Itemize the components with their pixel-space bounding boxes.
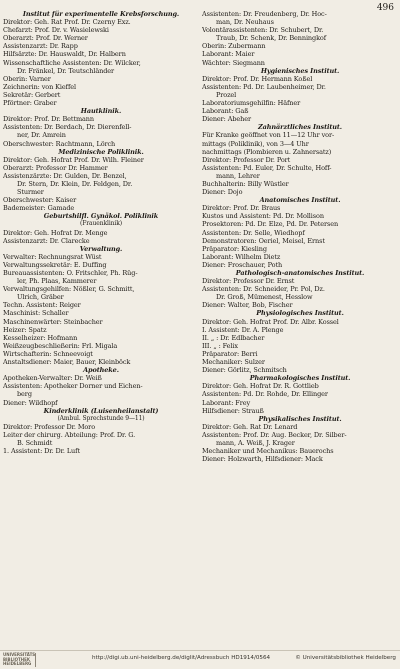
text-line: mittags (Poliklinik), von 3—4 Uhr [202, 139, 309, 148]
text-line: Assistenten: Dr. Freudenberg, Dr. Hoc- [202, 10, 327, 18]
text-line: Traub, Dr. Schenk, Dr. Benningkof [216, 34, 327, 43]
footer [0, 650, 400, 669]
text-line: Bademeister: Gamade [3, 204, 75, 213]
text-line: Assistenten: Dr. Selle, Wiedhopf [202, 228, 305, 237]
text-line: Präparator: Berri [202, 349, 258, 358]
text-line: Hilfsärzte: Dr. Hauswaldt, Dr. Halbern [3, 50, 126, 59]
text-line: Laboratoriumsgehilfin: Häfner [202, 99, 301, 108]
copyright-notice: © Universitätsbibliothek Heidelberg [295, 655, 396, 661]
text-line: Diener: Wildhopf [3, 398, 58, 407]
text-line: Diener: Walter, Bob, Fischer [202, 301, 293, 310]
text-line: Oberschwester: Rachtmann, Lörch [3, 139, 116, 148]
text-line: Direktor: Prof. Dr. Bettmann [3, 115, 94, 124]
text-line: Direktor: Prof. Dr. Hermann Koßel [202, 74, 313, 83]
text-line: Heizer: Spatz [3, 325, 47, 334]
text-line: Apotheken-Verwalter: Dr. Weiß [3, 374, 102, 383]
text-line: I. Assistent: Dr. A. Plenge [202, 325, 284, 334]
section-heading: Anatomisches Institut. [259, 196, 341, 205]
text-line: Diener: Görlitz, Schmitsch [202, 366, 287, 375]
text-line: Buchhalterin: Billy Wüstler [202, 179, 289, 188]
text-line: Dr. Groß, Mümenest, Hesslow [216, 293, 313, 302]
section-heading: Physiologisches Institut. [256, 309, 344, 318]
text-line: Diener: Froschauer, Poth [202, 260, 283, 269]
text-line: Oberin: Zubermann [202, 42, 266, 51]
section-heading: Medizinische Poliklinik. [58, 147, 144, 156]
text-line: Techn. Assistent: Reiger [3, 301, 81, 310]
text-line: Verwalter: Rechnungsrat Wüst [3, 252, 102, 261]
section-heading: Pharmakologisches Institut. [249, 374, 351, 383]
section-heading: Physikalisches Institut. [258, 414, 342, 423]
text-line: Ulrich, Gräber [17, 293, 64, 302]
text-line: (Frauenklinik) [79, 220, 123, 228]
text-line: Oberarzt: Professor Dr. Hammer [3, 163, 108, 172]
text-line: (Ambul. Sprechstunde 9—11) [57, 414, 145, 422]
section-heading: Hautklinik. [80, 107, 122, 116]
text-line: Weißzeugbeschließerin: Frl. Migala [3, 341, 118, 350]
text-line: Prosektoren: Pd. Dr. Elze, Pd. Dr. Petersen [202, 220, 339, 229]
text-line: Maschinenwärter: Steinbacher [3, 317, 103, 326]
text-line: II. „ : Dr. Edlbacher [202, 333, 265, 342]
text-line: Wirtschafterin: Schneevoigt [3, 349, 93, 358]
text-line: Assistenzarzt: Dr. Rapp [3, 42, 78, 51]
text-line: Kesselheizer: Hofmann [3, 333, 78, 342]
text-line: Dr. Fränkel, Dr. Teutschländer [17, 66, 115, 75]
section-heading: Hygienisches Institut. [260, 66, 340, 75]
text-line: Laborant: Gaß [202, 107, 249, 116]
text-line: Zeichnerin: von Kieffel [3, 82, 76, 91]
text-line: Direktor: Geh. Hofrat Dr. R. Gottlieb [202, 382, 319, 391]
text-line: Für Kranke geöffnet von 11—12 Uhr vor- [202, 131, 335, 140]
text-line: Oberin: Varner [3, 74, 51, 83]
text-line: Mechaniker und Mechanikus: Bauerochs [202, 447, 334, 456]
text-line: Volontärassistenten: Dr. Schubert, Dr. [202, 26, 324, 35]
text-line: Assistenzarzt: Dr. Clarecke [3, 236, 90, 245]
text-line: B. Schmidt [17, 438, 53, 447]
section-heading: Institut für experimentelle Krebsforschung. [22, 10, 180, 18]
text-line: Direktor: Geh. Rat Dr. Lenard [202, 422, 298, 431]
text-line: Direktor: Geh. Hofrat Prof. Dr. Wilh. Fleiner [3, 155, 144, 164]
text-line: ner, Dr. Amrein [17, 131, 66, 140]
text-line: Direktor: Geh. Hofrat Prof. Dr. Albr. Kossel [202, 317, 339, 326]
left-column [3, 10, 199, 455]
text-line: man, Dr. Neuhaus [216, 18, 274, 27]
text-line: Wächter: Siegmann [202, 58, 265, 67]
text-line: Oberarzt: Prof. Dr. Werner [3, 34, 88, 43]
text-line: Verwaltungsgehilfen: Nößler, G. Schmitt, [3, 285, 135, 294]
text-line: Maschinist: Schaller [3, 309, 69, 318]
text-line: Oberschwester: Kaiser [3, 196, 77, 205]
text-line: Anstaltsdiener: Maier, Bauer, Kleinböck [3, 358, 131, 367]
text-line: Direktor: Geh. Hofrat Dr. Menge [3, 228, 108, 237]
text-line: Leiter der chirurg. Abteilung: Prof. Dr. G. [3, 430, 136, 439]
text-line: Assistenten: Dr. Berdach, Dr. Dierenfell- [3, 123, 132, 132]
text-line: Diener: Abeher [202, 115, 251, 124]
source-link[interactable]: http://digi.ub.uni-heidelberg.de/diglit/Adressbuch HD1914/0564 [92, 655, 271, 661]
text-line: Direktor: Geh. Rat Prof. Dr. Czerny Exz. [3, 18, 131, 27]
text-line: Mechaniker: Sulzer [202, 358, 265, 367]
text-line: Wissenschaftliche Assistenten: Dr. Wilcker, [3, 58, 141, 67]
text-line: Demonstratoren: Oeriel, Meisel, Ernst [202, 236, 325, 245]
text-line: Bureauassistenten: O. Fritschler, Ph. Rüg- [3, 269, 138, 277]
text-line: Prozel [216, 90, 237, 99]
page-number: 496 [376, 3, 394, 13]
text-line: Verwaltungssekretär: E. Duffing [3, 260, 107, 269]
section-heading: Verwaltung. [79, 244, 123, 253]
text-line: Assistenten: Apotheker Dorner und Eichen- [3, 382, 143, 391]
section-heading: Zahnärztliches Institut. [258, 123, 342, 132]
text-line: Hilfsdiener: Strauß [202, 406, 264, 415]
text-line: Direktor: Professor Dr. Port [202, 155, 291, 164]
section-heading: Geburtshilfl. Gynäkol. Poliklinik [43, 212, 159, 221]
text-line: Dr. Stern, Dr. Klein, Dr. Feldgen, Dr. [17, 179, 133, 188]
text-line: Sturmer [17, 188, 44, 197]
text-line: Kustos und Assistent: Pd. Dr. Mollison [202, 212, 324, 221]
text-line: Assistenten: Dr. Schneider, Pr. Pol, Dz. [202, 285, 325, 294]
text-line: Laborant: Frey [202, 398, 251, 407]
text-line: Präparator: Kiesling [202, 244, 267, 253]
section-heading: Kinderklinik (Luisenheilanstalt) [43, 406, 159, 415]
text-line: Assistenten: Pd. Dr. Rohde, Dr. Ellinger [202, 390, 328, 399]
text-line: Assistenten: Pd. Dr. Laubenheimer, Dr. [202, 82, 326, 91]
text-line: mann, A. Weiß, J. Krager [216, 438, 295, 447]
text-line: Assistenten: Prof. Dr. Aug. Becker, Dr. Silber- [202, 430, 347, 439]
text-line: 1. Assistent: Dr. Dr. Luft [3, 447, 80, 456]
text-line: ler, Ph. Plaas, Kammerer [17, 277, 97, 286]
text-line: Sekretär: Gerbert [3, 90, 61, 99]
text-line: berg [17, 390, 32, 399]
text-line: Assistenten: Pd. Euler, Dr. Schulte, Hoff- [202, 163, 332, 172]
text-line: Direktor: Prof. Dr. Braus [202, 204, 281, 213]
text-line: Diener: Dojo [202, 188, 243, 197]
text-line: III. „ : Felix [202, 341, 238, 350]
text-line: mann, Lehrer [216, 171, 260, 180]
section-heading: Pathologisch-anatomisches Institut. [235, 269, 365, 277]
section-heading: Apotheke. [83, 366, 119, 375]
text-line: Laborant: Maier [202, 50, 255, 59]
text-line: Direktor: Professor Dr. Ernst [202, 277, 295, 286]
text-line: nachmittags (Plombieren u. Zahnersatz) [202, 147, 332, 156]
text-line: Direktor: Professor Dr. Moro [3, 422, 96, 431]
text-line: Pförtner: Graber [3, 99, 57, 108]
text-line: Laborant: Wilhelm Dietz [202, 252, 281, 261]
library-logo: UNIVERSITÄTS BIBLIOTHEK HEIDELBERG [3, 652, 36, 667]
right-column [202, 10, 398, 463]
text-line: Assistenzärzte: Dr. Gulden, Dr. Benzel, [3, 171, 127, 180]
text-line: Diener: Holzwarth, Hilfsdiener: Mack [202, 455, 323, 464]
text-line: Chefarzt: Prof. Dr. v. Wasielewski [3, 26, 109, 35]
